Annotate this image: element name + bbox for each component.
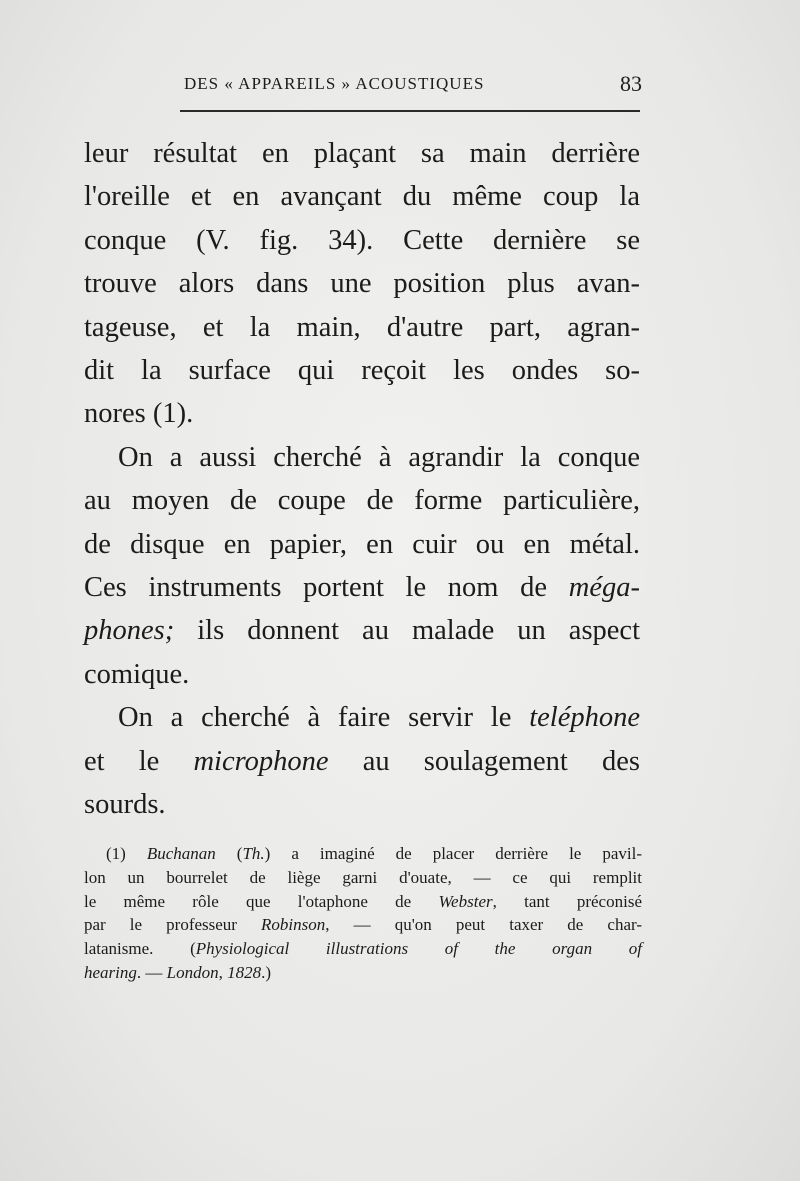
text-line: trouve alors dans une position plus avan- [84, 268, 640, 300]
text-line: de disque en papier, en cuir ou en métal. [84, 528, 640, 560]
footnote-line: le même rôle que l'otaphone de Webster, tant préconisé [84, 891, 642, 911]
running-title: DES « APPAREILS » ACOUSTIQUES [184, 74, 485, 93]
text-line: et le microphone au soulagement des [84, 745, 640, 777]
page-number: 83 [620, 71, 642, 96]
footnote [84, 842, 642, 985]
text-line: dit la surface qui reçoit les ondes so- [84, 355, 640, 387]
text-line: On a aussi cherché à agrandir la conque [118, 441, 640, 473]
text-line: phones; ils donnent au malade un aspect [84, 615, 640, 647]
text-line: On a cherché à faire servir le teléphone [118, 702, 640, 734]
footnote-line: lon un bourrelet de liège garni d'ouate, — ce qui remplit [84, 867, 642, 887]
text-line: comique. [84, 658, 190, 690]
header-rule [180, 110, 640, 112]
text-line: nores (1). [84, 398, 194, 430]
text-line: sourds. [84, 789, 166, 821]
text-line: tageuse, et la main, d'autre part, agran- [84, 311, 640, 343]
footnote-line: hearing. — London, 1828.) [84, 962, 272, 982]
text-line: l'oreille et en avançant du même coup la [84, 181, 640, 213]
text-line: au moyen de coupe de forme particulière, [84, 485, 640, 517]
body-text [84, 132, 640, 827]
text-line: Ces instruments portent le nom de méga- [84, 572, 640, 604]
text-line: conque (V. fig. 34). Cette dernière se [84, 224, 640, 256]
footnote-line: par le professeur Robinson, — qu'on peut taxer de char- [84, 915, 642, 935]
footnote-line: latanisme. (Physiological illustrations of the organ of [84, 939, 642, 959]
footnote-line: (1) Buchanan (Th.) a imaginé de placer derrière le pavil- [106, 844, 642, 863]
text-line: leur résultat en plaçant sa main derrière [84, 138, 640, 169]
